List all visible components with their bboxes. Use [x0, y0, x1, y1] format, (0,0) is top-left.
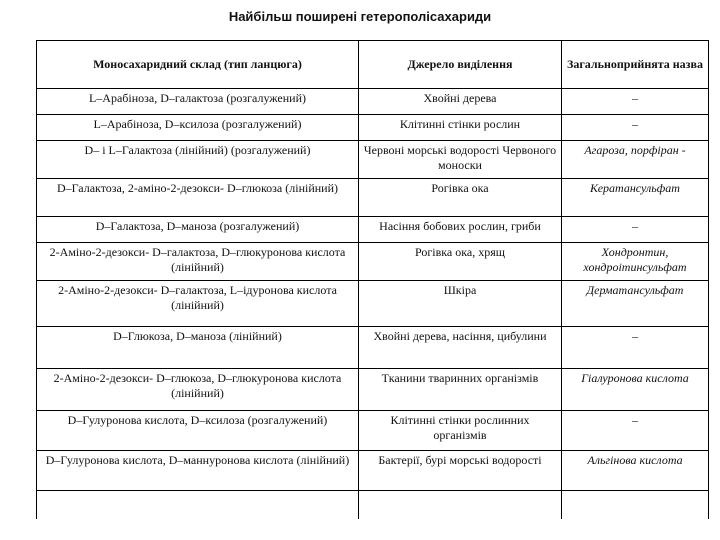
- cell-composition: 2-Аміно-2-дезокси- D–галактоза, D–глюкуронова кислота (лінійний): [37, 243, 359, 281]
- cell-composition: D–Гулуронова кислота, D–ксилоза (розгалужений): [37, 411, 359, 451]
- table-row: [37, 369, 709, 411]
- table-row: [37, 217, 709, 243]
- cell-source: Рогівка ока: [359, 179, 562, 217]
- table-row: [37, 451, 709, 491]
- header-source: Джерело виділення: [359, 41, 562, 89]
- table-spacer-row: [37, 491, 709, 519]
- table-row: [37, 327, 709, 369]
- cell-source: Рогівка ока, хрящ: [359, 243, 562, 281]
- cell-composition: D–Галактоза, 2-аміно-2-дезокси- D–глюкоза (лінійний): [37, 179, 359, 217]
- table-row: [37, 179, 709, 217]
- cell-composition: 2-Аміно-2-дезокси- D–глюкоза, D–глюкуронова кислота (лінійний): [37, 369, 359, 411]
- table-row: [37, 89, 709, 115]
- heteropolysaccharides-table: [36, 40, 709, 519]
- cell-name: Хондронтин, хондроітинсульфат: [562, 243, 709, 281]
- cell-source: Клітинні стінки рослин: [359, 115, 562, 141]
- cell-composition: D– і L–Галактоза (лінійний) (розгалужений): [37, 141, 359, 179]
- cell-name: Агароза, порфіран -: [562, 141, 709, 179]
- cell-name: –: [562, 89, 709, 115]
- cell-source: Хвойні дерева, насіння, цибулини: [359, 327, 562, 369]
- cell-name: Дерматансульфат: [562, 281, 709, 327]
- cell-source: Хвойні дерева: [359, 89, 562, 115]
- cell-composition: D–Глюкоза, D–маноза (лінійний): [37, 327, 359, 369]
- cell-name: Гіалуронова кислота: [562, 369, 709, 411]
- cell-source: Шкіра: [359, 281, 562, 327]
- table-row: [37, 243, 709, 281]
- cell-composition: D–Гулуронова кислота, D–маннуронова кислота (лінійний): [37, 451, 359, 491]
- cell-name: –: [562, 115, 709, 141]
- cell-source: Тканини тваринних організмів: [359, 369, 562, 411]
- header-composition: Моносахаридний склад (тип ланцюга): [37, 41, 359, 89]
- cell-name: Кератансульфат: [562, 179, 709, 217]
- table-header-row: [37, 41, 709, 89]
- cell-composition: L–Арабіноза, D–ксилоза (розгалужений): [37, 115, 359, 141]
- cell-name: Альгінова кислота: [562, 451, 709, 491]
- cell-source: Клітинні стінки рослинних організмів: [359, 411, 562, 451]
- cell-source: Червоні морські водорості Червоного моноски: [359, 141, 562, 179]
- cell-source: Насіння бобових рослин, гриби: [359, 217, 562, 243]
- table-row: [37, 281, 709, 327]
- page-title: Найбільш поширені гетерополісахариди: [228, 9, 492, 24]
- cell-name: –: [562, 411, 709, 451]
- cell-source: Бактерії, бурі морські водорості: [359, 451, 562, 491]
- table-row: [37, 115, 709, 141]
- table-row: [37, 141, 709, 179]
- table-row: [37, 411, 709, 451]
- header-name: Загальноприйнята назва: [562, 41, 709, 89]
- cell-composition: D–Галактоза, D–маноза (розгалужений): [37, 217, 359, 243]
- cell-composition: L–Арабіноза, D–галактоза (розгалужений): [37, 89, 359, 115]
- cell-composition: 2-Аміно-2-дезокси- D–галактоза, L–ідуронова кислота (лінійний): [37, 281, 359, 327]
- cell-name: –: [562, 327, 709, 369]
- cell-name: –: [562, 217, 709, 243]
